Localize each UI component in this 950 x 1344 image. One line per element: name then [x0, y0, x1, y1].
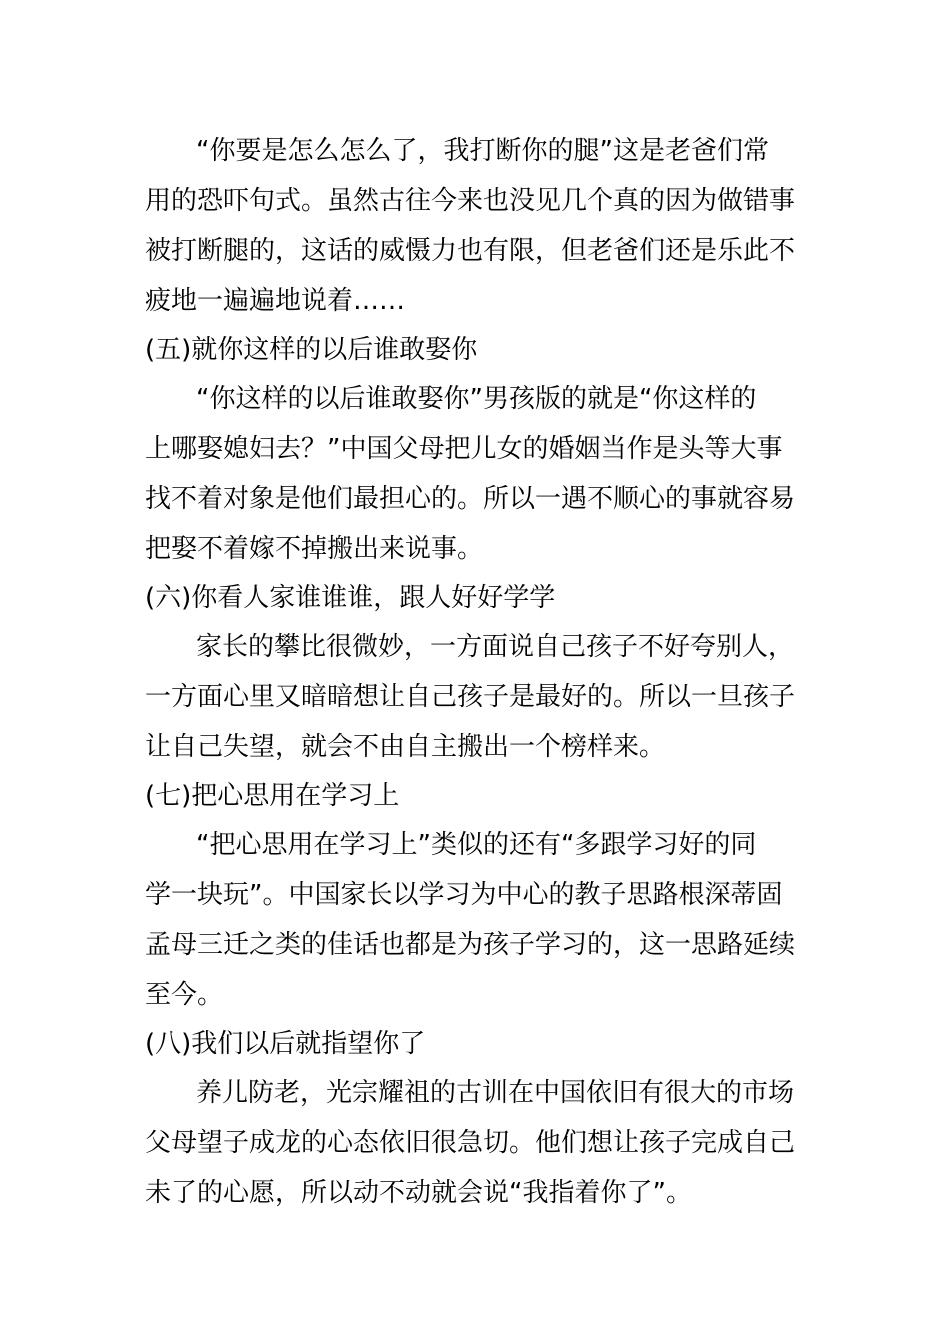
paragraph-line: 父母望子成龙的心态依旧很急切。他们想让孩子完成自己 — [145, 1128, 796, 1158]
paragraph-line: 让自己失望，就会不由自主搬出一个榜样来。 — [145, 732, 666, 762]
paragraph-line: 孟母三迁之类的佳话也都是为孩子学习的，这一思路延续 — [145, 930, 796, 960]
section-heading: (七)把心思用在学习上 — [145, 781, 400, 811]
paragraph-line: “你这样的以后谁敢娶你”男孩版的就是“你这样的 — [196, 384, 757, 414]
section-heading: (六)你看人家谁谁谁，跟人好好学学 — [145, 583, 556, 613]
paragraph-line: 把娶不着嫁不掉搬出来说事。 — [145, 534, 484, 564]
paragraph-line: 未了的心愿，所以动不动就会说“我指着你了”。 — [145, 1178, 692, 1208]
paragraph-line: 至今。 — [145, 980, 224, 1010]
paragraph-line: 养儿防老，光宗耀祖的古训在中国依旧有很大的市场 — [196, 1078, 795, 1108]
paragraph-line: 找不着对象是他们最担心的。所以一遇不顺心的事就容易 — [145, 484, 796, 514]
paragraph-line: 学一块玩”。中国家长以学习为中心的教子思路根深蒂固 — [145, 880, 783, 910]
section-heading: (五)就你这样的以后谁敢娶你 — [145, 335, 478, 365]
paragraph-line: 疲地一遍遍地说着…… — [145, 286, 406, 316]
paragraph-line: 家长的攀比很微妙，一方面说自己孩子不好夸别人， — [196, 632, 795, 662]
paragraph-line: 用的恐吓句式。虽然古往今来也没见几个真的因为做错事 — [145, 186, 796, 216]
paragraph-line: 上哪娶媳妇去？”中国父母把儿女的婚姻当作是头等大事 — [145, 434, 783, 464]
section-heading: (八)我们以后就指望你了 — [145, 1029, 426, 1059]
paragraph-line: 被打断腿的，这话的威慑力也有限，但老爸们还是乐此不 — [145, 236, 796, 266]
paragraph-line: 一方面心里又暗暗想让自己孩子是最好的。所以一旦孩子 — [145, 682, 796, 712]
paragraph-line: “把心思用在学习上”类似的还有“多跟学习好的同 — [196, 830, 757, 860]
paragraph-line: “你要是怎么怎么了，我打断你的腿”这是老爸们常 — [196, 136, 769, 166]
